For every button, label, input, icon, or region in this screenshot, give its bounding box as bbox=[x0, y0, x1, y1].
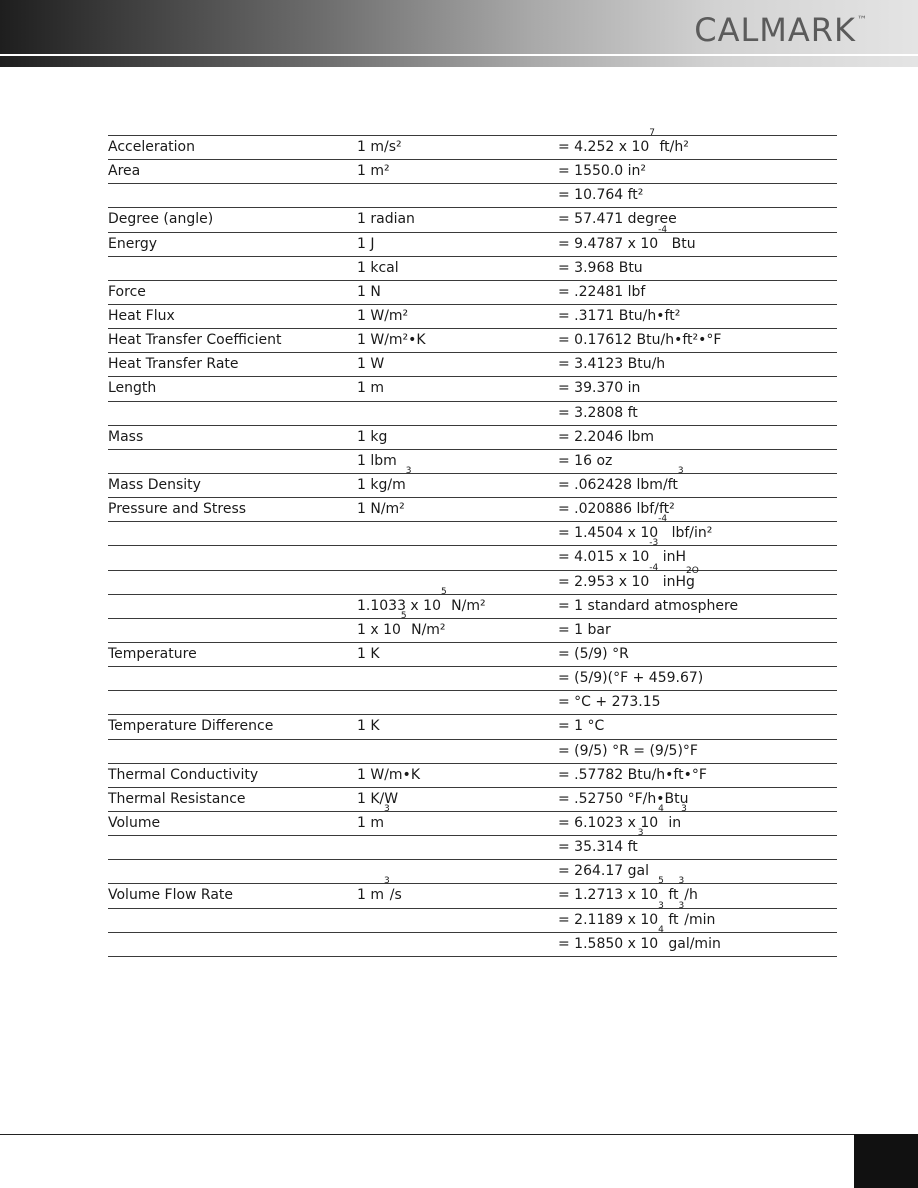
unit-cell bbox=[357, 667, 558, 691]
unit-cell bbox=[357, 739, 558, 763]
table-row bbox=[108, 184, 837, 208]
unit-cell: 1 W/m•K bbox=[357, 763, 558, 787]
table-row bbox=[108, 498, 837, 522]
quantity-cell: Heat Flux bbox=[108, 304, 357, 328]
footer-rule bbox=[0, 1134, 918, 1135]
table-row bbox=[108, 932, 837, 956]
quantity-cell: Heat Transfer Rate bbox=[108, 353, 357, 377]
table-row bbox=[108, 836, 837, 860]
quantity-cell: Mass bbox=[108, 425, 357, 449]
equivalent-cell: = (5/9) °R bbox=[558, 642, 837, 666]
unit-cell: 1 radian bbox=[357, 208, 558, 232]
equivalent-cell: = 1 standard atmosphere bbox=[558, 594, 837, 618]
equivalent-cell: = 39.370 in bbox=[558, 377, 837, 401]
table-row bbox=[108, 884, 837, 908]
quantity-cell bbox=[108, 184, 357, 208]
table-row bbox=[108, 304, 837, 328]
unit-cell bbox=[357, 401, 558, 425]
unit-cell: 1 N/m² bbox=[357, 498, 558, 522]
unit-cell: 1 kg bbox=[357, 425, 558, 449]
table-row bbox=[108, 449, 837, 473]
quantity-cell: Area bbox=[108, 160, 357, 184]
quantity-cell: Thermal Resistance bbox=[108, 787, 357, 811]
conversion-table bbox=[108, 128, 837, 957]
quantity-cell bbox=[108, 618, 357, 642]
equivalent-cell: = 1.2713 x $10^5$ $ft^3/h$ bbox=[558, 884, 837, 908]
unit-cell: 1 lbm bbox=[357, 449, 558, 473]
table-row bbox=[108, 280, 837, 304]
quantity-cell: Heat Transfer Coefficient bbox=[108, 329, 357, 353]
table-row bbox=[108, 136, 837, 160]
unit-cell: 1 W/m² bbox=[357, 304, 558, 328]
unit-cell: 1 $kg/m^3$ bbox=[357, 473, 558, 497]
equivalent-cell: = 9.4787 x $10^{-4}$ Btu bbox=[558, 232, 837, 256]
equivalent-cell: = 1 °C bbox=[558, 715, 837, 739]
unit-cell: 1 $m^3/s$ bbox=[357, 884, 558, 908]
equivalent-cell: = 57.471 degree bbox=[558, 208, 837, 232]
unit-cell: 1 m bbox=[357, 377, 558, 401]
quantity-cell bbox=[108, 739, 357, 763]
quantity-cell bbox=[108, 836, 357, 860]
unit-cell: 1 $m^3$ bbox=[357, 811, 558, 835]
unit-cell: 1 N bbox=[357, 280, 558, 304]
quantity-cell bbox=[108, 546, 357, 570]
equivalent-cell: = 0.17612 Btu/h•ft²•°F bbox=[558, 329, 837, 353]
equivalent-cell: = (9/5) °R = (9/5)°F bbox=[558, 739, 837, 763]
quantity-cell bbox=[108, 522, 357, 546]
quantity-cell bbox=[108, 449, 357, 473]
table-row bbox=[108, 570, 837, 594]
unit-cell: 1 m² bbox=[357, 160, 558, 184]
table-row bbox=[108, 256, 837, 280]
equivalent-cell: = (5/9)(°F + 459.67) bbox=[558, 667, 837, 691]
table-row bbox=[108, 377, 837, 401]
equivalent-cell: = 3.4123 Btu/h bbox=[558, 353, 837, 377]
unit-cell: 1 K bbox=[357, 642, 558, 666]
equivalent-cell: = .52750 °F/h•Btu bbox=[558, 787, 837, 811]
equivalent-cell: = .57782 Btu/h•ft•°F bbox=[558, 763, 837, 787]
table-row bbox=[108, 522, 837, 546]
table-row bbox=[108, 618, 837, 642]
unit-cell: 1 W/m²•K bbox=[357, 329, 558, 353]
equivalent-cell: = 3.2808 ft bbox=[558, 401, 837, 425]
unit-cell bbox=[357, 691, 558, 715]
brand-name: CALMARK bbox=[694, 11, 856, 49]
equivalent-cell: = .3171 Btu/h•ft² bbox=[558, 304, 837, 328]
unit-cell bbox=[357, 522, 558, 546]
equivalent-cell: = 264.17 gal bbox=[558, 860, 837, 884]
table-row bbox=[108, 232, 837, 256]
unit-cell: 1 K bbox=[357, 715, 558, 739]
unit-cell bbox=[357, 836, 558, 860]
unit-cell bbox=[357, 908, 558, 932]
equivalent-cell: = .062428 lbm/$ft^3$ bbox=[558, 473, 837, 497]
table-row bbox=[108, 329, 837, 353]
equivalent-cell: = 4.015 x $10^{-3}$ inH$_{2O}$ bbox=[558, 546, 837, 570]
quantity-cell bbox=[108, 691, 357, 715]
quantity-cell: Energy bbox=[108, 232, 357, 256]
table-row bbox=[108, 594, 837, 618]
equivalent-cell: = 3.968 Btu bbox=[558, 256, 837, 280]
quantity-cell: Temperature Difference bbox=[108, 715, 357, 739]
quantity-cell: Degree (angle) bbox=[108, 208, 357, 232]
quantity-cell bbox=[108, 256, 357, 280]
unit-cell: 1 J bbox=[357, 232, 558, 256]
table-row bbox=[108, 908, 837, 932]
equivalent-cell: = 1.4504 x $10^{-4}$ lbf/in² bbox=[558, 522, 837, 546]
footer-page-tab bbox=[854, 1134, 918, 1188]
unit-cell: 1 K/W bbox=[357, 787, 558, 811]
equivalent-cell: = .22481 lbf bbox=[558, 280, 837, 304]
table-row bbox=[108, 473, 837, 497]
quantity-cell bbox=[108, 401, 357, 425]
header-rule bbox=[0, 54, 918, 56]
unit-cell bbox=[357, 932, 558, 956]
table-row bbox=[108, 739, 837, 763]
unit-cell bbox=[357, 570, 558, 594]
equivalent-cell: = 16 oz bbox=[558, 449, 837, 473]
unit-cell: 1 m/s² bbox=[357, 136, 558, 160]
table-row bbox=[108, 353, 837, 377]
quantity-cell bbox=[108, 667, 357, 691]
table-row bbox=[108, 546, 837, 570]
quantity-cell: Acceleration bbox=[108, 136, 357, 160]
equivalent-cell: = 10.764 ft² bbox=[558, 184, 837, 208]
quantity-cell bbox=[108, 932, 357, 956]
table-row bbox=[108, 667, 837, 691]
equivalent-cell: = 4.252 x $10^7$ ft/h² bbox=[558, 136, 837, 160]
trademark-mark: ™ bbox=[857, 15, 868, 26]
unit-cell: 1 x $10^5$ N/m² bbox=[357, 618, 558, 642]
unit-cell: 1.1033 x $10^5$ N/m² bbox=[357, 594, 558, 618]
table-row bbox=[108, 787, 837, 811]
table-row bbox=[108, 811, 837, 835]
equivalent-cell: = 1.5850 x $10^4$ gal/min bbox=[558, 932, 837, 956]
table-row bbox=[108, 425, 837, 449]
equivalent-cell: = 2.1189 x $10^3$ $ft^3/\min$ bbox=[558, 908, 837, 932]
conversion-table-body bbox=[108, 128, 837, 957]
quantity-cell: Volume bbox=[108, 811, 357, 835]
equivalent-cell: = 6.1023 x $10^4$ $in^3$ bbox=[558, 811, 837, 835]
table-row bbox=[108, 401, 837, 425]
quantity-cell bbox=[108, 594, 357, 618]
quantity-cell: Pressure and Stress bbox=[108, 498, 357, 522]
equivalent-cell: = .020886 lbf/ft² bbox=[558, 498, 837, 522]
quantity-cell bbox=[108, 908, 357, 932]
table-row bbox=[108, 642, 837, 666]
equivalent-cell: = 1550.0 in² bbox=[558, 160, 837, 184]
quantity-cell: Temperature bbox=[108, 642, 357, 666]
quantity-cell: Length bbox=[108, 377, 357, 401]
table-row bbox=[108, 691, 837, 715]
table-row bbox=[108, 763, 837, 787]
equivalent-cell: = 35.314 $ft^3$ bbox=[558, 836, 837, 860]
table-row bbox=[108, 860, 837, 884]
quantity-cell: Thermal Conductivity bbox=[108, 763, 357, 787]
quantity-cell bbox=[108, 860, 357, 884]
equivalent-cell: = 2.953 x $10^{-4}$ inHg bbox=[558, 570, 837, 594]
unit-cell: 1 W bbox=[357, 353, 558, 377]
equivalent-cell: = 1 bar bbox=[558, 618, 837, 642]
unit-cell: 1 kcal bbox=[357, 256, 558, 280]
brand-logo bbox=[694, 11, 868, 49]
quantity-cell: Force bbox=[108, 280, 357, 304]
unit-cell bbox=[357, 546, 558, 570]
table-row bbox=[108, 715, 837, 739]
equivalent-cell: = 2.2046 lbm bbox=[558, 425, 837, 449]
quantity-cell: Volume Flow Rate bbox=[108, 884, 357, 908]
table-row bbox=[108, 208, 837, 232]
quantity-cell bbox=[108, 570, 357, 594]
equivalent-cell: = °C + 273.15 bbox=[558, 691, 837, 715]
quantity-cell: Mass Density bbox=[108, 473, 357, 497]
table-row bbox=[108, 160, 837, 184]
unit-cell bbox=[357, 184, 558, 208]
